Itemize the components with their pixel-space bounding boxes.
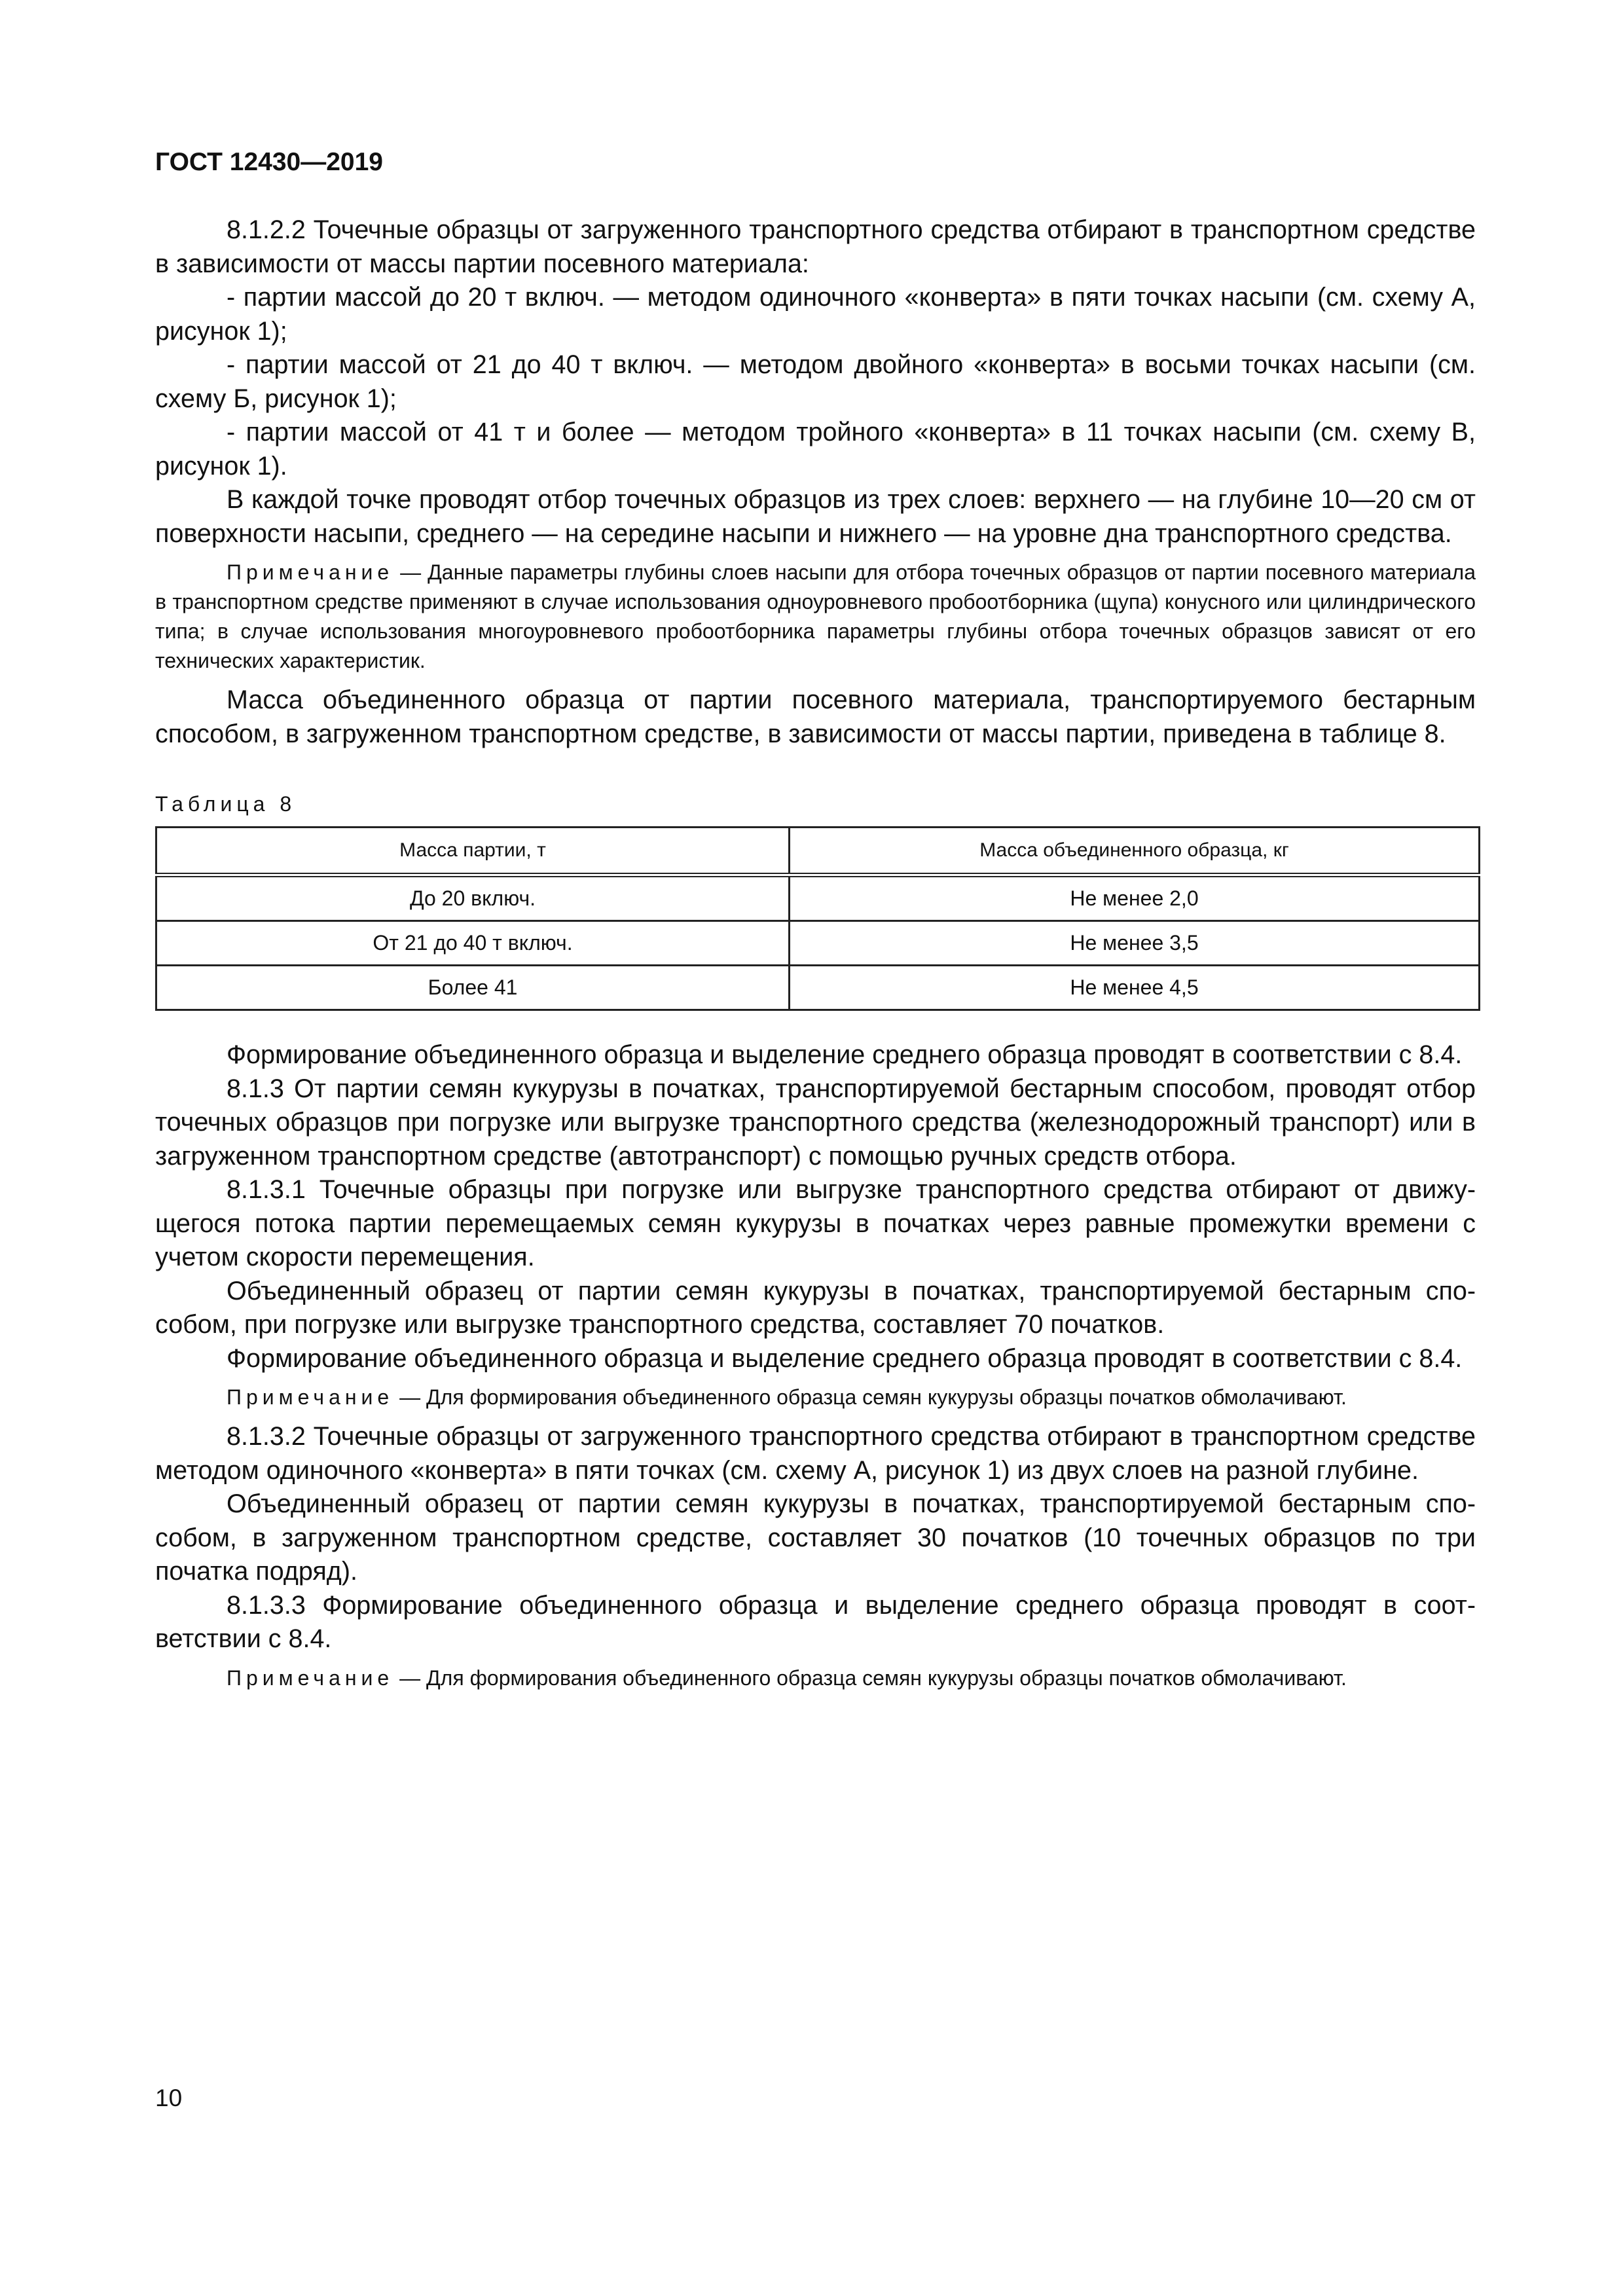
paragraph-combined-sample-mass: Масса объединенного образца от партии посевного материала, транспортируемого бестарным способом, в загруженном транспортном средстве, в зависимости от массы партии, приведена в таблице 8. [155,685,1476,748]
note-depth-parameters [155,558,1476,676]
page-content [155,147,1476,1701]
paragraph-formation-ref-2: Формирование объединенного образца и выделение среднего образца проводят в соответствии с 8.4. [227,1343,1463,1373]
paragraph-8-1-3: 8.1.3 От партии семян кукурузы в початках, транспортируемой бестарным способом, проводят отбор точечных образцов при погрузке или выгрузке транспортного средства (железнодорожный транспорт) или в загруженном транспортном средстве (автотранспорт) с помощью ручных средств отбора. [155,1074,1476,1171]
note-threshing-2 [155,1664,1476,1693]
note-label: Примечание [227,560,394,584]
document-header: ГОСТ 12430—2019 [155,148,383,176]
table-cell: Не менее 2,0 [790,875,1480,921]
table-cell: От 21 до 40 т включ. [156,921,790,966]
note-text: — Для формирования объединенного образца семян кукурузы образцы початков обмолачивают. [393,1385,1347,1409]
table-row [156,921,1480,966]
table-cell: Более 41 [156,966,790,1010]
paragraph-70-cobs: Объединенный образец от партии семян кукурузы в початках, транспортируемой бестарным способом, при погрузке или выгрузке транспортного средства, составляет 70 початков. [155,1276,1476,1339]
paragraph-8-1-3-1: 8.1.3.1 Точечные образцы при погрузке или выгрузке транспортного средства отбирают от движущегося потока партии перемещаемых семян кукурузы в початках через равные промежутки времени с учетом скорости перемещения. [155,1175,1476,1271]
list-item-21-to-40t: - партии массой от 21 до 40 т включ. — методом двойного «конверта» в восьми точках насыпи (см. схему Б, рисунок 1); [155,350,1476,413]
paragraph-layers: В каждой точке проводят отбор точечных образцов из трех слоев: верхнего — на глубине 10—20 см от поверхности насыпи, среднего — на середине насыпи и нижнего — на уровне дна транспортного средства. [155,485,1476,548]
note-text: — Для формирования объединенного образца семян кукурузы образцы початков обмолачивают. [393,1666,1347,1690]
page-number: 10 [155,2085,183,2111]
note-label: Примечание [227,1666,394,1690]
table-header-cell: Масса объединенного образца, кг [790,828,1480,875]
table-caption: Таблица 8 [155,792,297,816]
table-cell: Не менее 4,5 [790,966,1480,1010]
list-item-41t-and-more: - партии массой от 41 т и более — методом тройного «конверта» в 11 точках насыпи (см. схему В, рисунок 1). [155,418,1476,481]
note-label: Примечание [227,1385,394,1409]
note-threshing [155,1383,1476,1412]
paragraph-8-1-3-2: 8.1.3.2 Точечные образцы от загруженного транспортного средства отбирают в транспортном средстве методом одиночного «конверта» в пяти точках (см. схему А, рисунок 1) из двух слоев на разной глубине. [155,1422,1476,1485]
table-header-cell: Масса партии, т [156,828,790,875]
paragraph-formation-ref: Формирование объединенного образца и выделение среднего образца проводят в соответствии с 8.4. [227,1040,1463,1069]
table-row [156,966,1480,1010]
table-8 [155,826,1480,1011]
table-cell: До 20 включ. [156,875,790,921]
paragraph-30-cobs: Объединенный образец от партии семян кукурузы в початках, транспортируемой бестарным способом, в загруженном транспортном средстве, составляет 30 початков (10 точечных образцов по три початка подряд). [155,1489,1476,1586]
list-item-up-to-20t: - партии массой до 20 т включ. — методом одиночного «конверта» в пяти точках насыпи (см. схему А, рисунок 1); [155,283,1476,346]
table-header-row [156,828,1480,875]
paragraph-8-1-3-3: 8.1.3.3 Формирование объединенного образца и выделение среднего образца проводят в соответствии с 8.4. [155,1590,1476,1653]
note-text: — Данные параметры глубины слоев насыпи для отбора точечных образцов от партии посевного материала в транспортном средстве применяют в случае использования одноуровневого пробоотборника (щупа) конусного или цилиндрического типа; в случае использования многоуровневого пробоотборника параметры глубины отбора точечных образцов зависят от его технических характеристик. [155,560,1476,672]
table-cell: Не менее 3,5 [790,921,1480,966]
table-row [156,875,1480,921]
paragraph-8-1-2-2: 8.1.2.2 Точечные образцы от загруженного транспортного средства отбирают в транспортном средстве в зависимости от массы партии посевного материала: [155,215,1476,278]
